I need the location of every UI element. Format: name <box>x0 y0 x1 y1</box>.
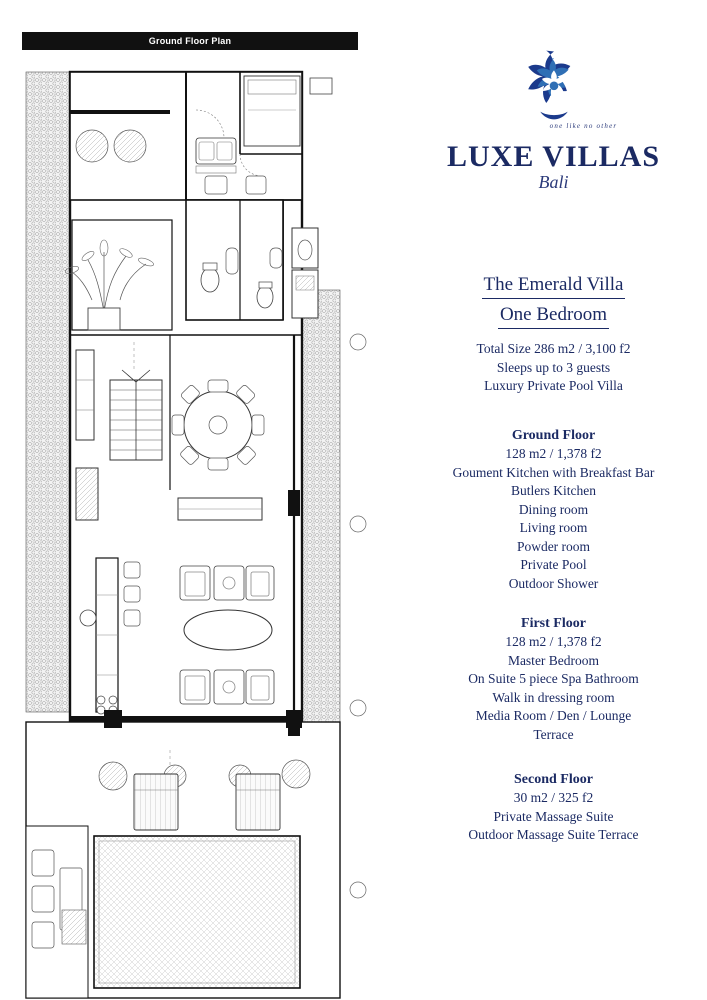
floor-size: 128 m2 / 1,378 f2 <box>505 446 602 461</box>
floor-item: Outdoor Massage Suite Terrace <box>468 827 639 842</box>
brand-name: LUXE VILLAS <box>446 140 661 173</box>
floor-item: Private Pool <box>520 557 587 572</box>
floor-item: Private Massage Suite <box>493 808 614 824</box>
floorplan-title: Ground Floor Plan <box>148 36 232 46</box>
floor-item: Outdoor Shower <box>508 575 599 591</box>
floor-item: Powder room <box>516 538 591 554</box>
villa-bedrooms: One Bedroom <box>498 302 609 329</box>
floor-item: Walk in dressing room <box>492 689 615 705</box>
villa-name: The Emerald Villa <box>482 272 626 299</box>
floorplan-title-bar <box>22 32 358 50</box>
floor-item: Master Bedroom <box>507 652 600 668</box>
villa-sleeps: Sleeps up to 3 guests <box>496 359 611 375</box>
floor-item: Living room <box>519 520 588 535</box>
second-floor-section <box>400 770 707 845</box>
brand-logo-block <box>400 48 707 193</box>
villa-summary <box>400 340 707 396</box>
floor-item: Terrace <box>533 726 574 742</box>
floorplan-drawing <box>0 50 400 1000</box>
villa-info-panel <box>400 0 707 1000</box>
floor-title: Ground Floor <box>511 428 596 443</box>
villa-type: Luxury Private Pool Villa <box>484 378 623 393</box>
floor-item: Butlers Kitchen <box>510 483 597 498</box>
first-floor-section <box>400 614 707 744</box>
floor-title: First Floor <box>521 616 586 631</box>
villa-heading <box>400 272 707 329</box>
villa-total-size: Total Size 286 m2 / 3,100 f2 <box>476 341 631 356</box>
brand-tagline: one like no other <box>549 122 618 130</box>
floor-item: Goument Kitchen with Breakfast Bar <box>452 464 655 480</box>
floor-size: 30 m2 / 325 f2 <box>513 790 594 805</box>
ground-floor-section <box>400 426 707 593</box>
floor-item: Media Room / Den / Lounge <box>475 708 632 723</box>
floor-item: On Suite 5 piece Spa Bathroom <box>468 671 639 686</box>
floor-item: Dining room <box>518 501 589 517</box>
brand-subtitle: Bali <box>538 172 569 192</box>
floor-title: Second Floor <box>514 772 593 787</box>
floor-size: 128 m2 / 1,378 f2 <box>505 634 602 649</box>
